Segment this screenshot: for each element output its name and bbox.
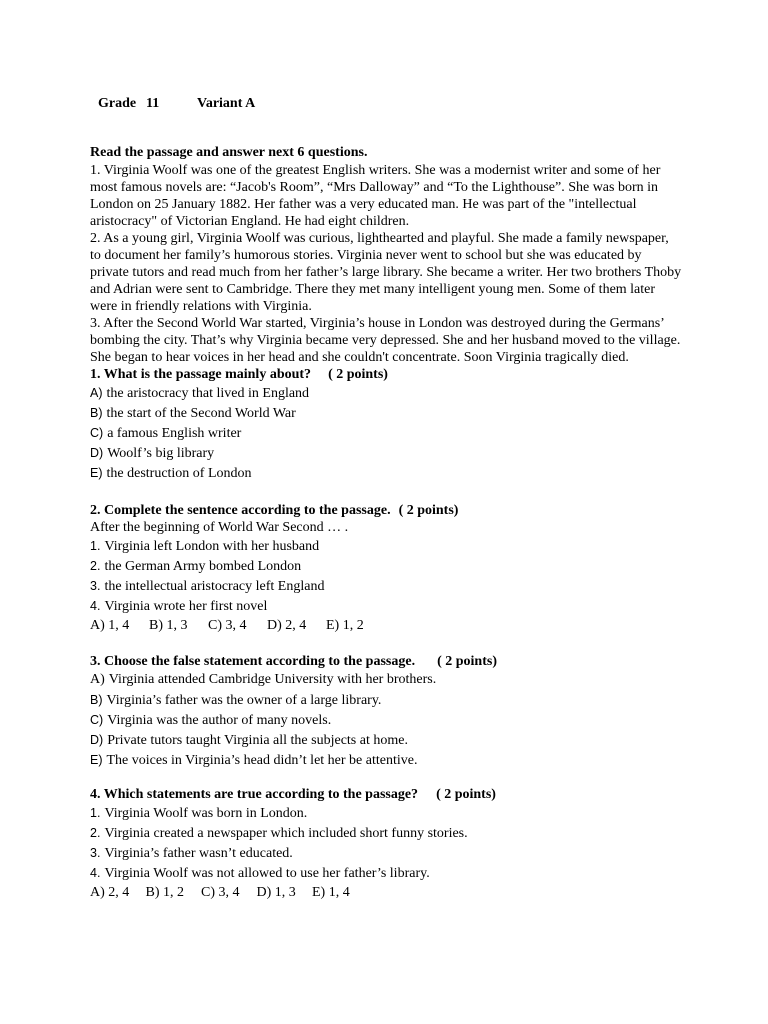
statement-item — [90, 576, 458, 596]
question-points: ( 2 points) — [436, 786, 496, 802]
answer-choice: B) 1, 3 — [149, 617, 188, 633]
question-2 — [90, 502, 458, 636]
option-marker: E) — [90, 752, 103, 767]
answer-choices — [90, 616, 458, 636]
option-text: Private tutors taught Virginia all the subjects at home. — [107, 732, 408, 748]
answer-option — [90, 403, 388, 423]
question-title-row — [90, 786, 496, 803]
question-title: 2. Complete the sentence according to the passage. — [90, 502, 391, 518]
question-points: ( 2 points) — [328, 366, 388, 382]
statement-marker: 1. — [90, 805, 101, 820]
option-text: Virginia’s father was the owner of a large library. — [106, 692, 382, 708]
statement-item — [90, 596, 458, 616]
statement-text: Virginia Woolf was not allowed to use her father’s library. — [104, 865, 430, 881]
answer-option — [90, 463, 388, 483]
answer-choice: A) 2, 4 — [90, 884, 130, 900]
answer-choice: D) 1, 3 — [256, 884, 296, 900]
passage-line: She began to hear voices in her head and she couldn't concentrate. Soon Virginia tragically died. — [90, 349, 629, 365]
passage-line: aristocracy" of Victorian England. He had eight children. — [90, 213, 410, 229]
statement-text: Virginia created a newspaper which included short funny stories. — [104, 825, 468, 841]
passage-line: most famous novels are: “Jacob's Room”, “Mrs Dalloway” and “To the Lighthouse”. She was born in — [90, 179, 659, 195]
option-marker: A) — [90, 385, 103, 400]
option-marker: B) — [90, 405, 103, 420]
passage-line: 2. As a young girl, Virginia Woolf was curious, lighthearted and playful. She made a family newspaper, — [90, 230, 669, 246]
passage-line: private tutors and read much from her father’s large library. She became a writer. Her two brothers Thoby — [90, 264, 682, 280]
option-marker: A) — [90, 671, 105, 687]
option-marker: B) — [90, 692, 103, 707]
passage-line: were in friendly relations with Virginia. — [90, 298, 312, 314]
answer-option — [90, 670, 497, 690]
option-marker: D) — [90, 445, 104, 460]
option-text: Woolf’s big library — [107, 445, 215, 461]
statement-marker: 1. — [90, 538, 101, 553]
answer-option — [90, 383, 388, 403]
answer-choices — [90, 883, 496, 903]
option-marker: C) — [90, 425, 104, 440]
answer-option — [90, 710, 497, 730]
question-points: ( 2 points) — [437, 653, 497, 669]
statement-marker: 4. — [90, 865, 101, 880]
passage-line: 1. Virginia Woolf was one of the greatest English writers. She was a modernist writer and some of her — [90, 162, 661, 178]
variant-label: Variant A — [197, 96, 256, 111]
option-marker: E) — [90, 465, 103, 480]
passage-paragraph-3 — [90, 315, 681, 366]
answer-choice: C) 3, 4 — [201, 884, 240, 900]
passage-line: to document her family’s humorous stories. Virginia never went to school but she was educated by — [90, 247, 642, 263]
answer-option — [90, 730, 497, 750]
reading-passage — [90, 162, 681, 366]
answer-choice: E) 1, 4 — [312, 884, 350, 900]
question-1 — [90, 366, 388, 483]
option-marker: D) — [90, 732, 104, 747]
statement-text: Virginia’s father wasn’t educated. — [104, 845, 293, 861]
answer-choice: E) 1, 2 — [326, 617, 364, 633]
passage-line: bombing the city. That’s why Virginia became very depressed. She and her husband moved to the village. — [90, 332, 681, 348]
statement-item — [90, 803, 496, 823]
question-title-row — [90, 366, 388, 383]
statement-text: Virginia Woolf was born in London. — [104, 805, 308, 821]
option-text: the destruction of London — [106, 465, 252, 481]
grade-value: 11 — [146, 96, 160, 111]
statement-item — [90, 556, 458, 576]
page-header — [0, 95, 768, 112]
passage-paragraph-2 — [90, 230, 681, 315]
statement-marker: 2. — [90, 825, 101, 840]
option-marker: C) — [90, 712, 104, 727]
statement-marker: 3. — [90, 578, 101, 593]
passage-line: 3. After the Second World War started, Virginia’s house in London was destroyed during the Germans’ — [90, 315, 665, 331]
answer-choice: A) 1, 4 — [90, 617, 130, 633]
statement-text: the German Army bombed London — [104, 558, 302, 574]
passage-paragraph-1 — [90, 162, 681, 230]
question-stem: After the beginning of World War Second … . — [90, 519, 349, 535]
passage-line: and Adrian were sent to Cambridge. There they met many intelligent young men. Some of them later — [90, 281, 656, 297]
question-points: ( 2 points) — [398, 502, 459, 518]
option-text: a famous English writer — [107, 425, 242, 441]
question-title: 3. Choose the false statement according to the passage. — [90, 653, 416, 669]
option-text: Virginia attended Cambridge University with her brothers. — [108, 671, 437, 687]
option-text: Virginia was the author of many novels. — [107, 712, 332, 728]
statement-marker: 2. — [90, 558, 101, 573]
answer-option — [90, 423, 388, 443]
question-3 — [90, 653, 497, 770]
statement-text: the intellectual aristocracy left England — [104, 578, 325, 594]
statement-item — [90, 823, 496, 843]
answer-choice: D) 2, 4 — [267, 617, 307, 633]
statement-text: Virginia left London with her husband — [104, 538, 320, 554]
option-text: The voices in Virginia’s head didn’t let her be attentive. — [106, 752, 418, 768]
passage-line: London on 25 January 1882. Her father was a very educated man. He was part of the "intellectual — [90, 196, 637, 212]
answer-option — [90, 690, 497, 710]
question-title-row — [90, 502, 458, 519]
instructions-heading: Read the passage and answer next 6 questions. — [90, 145, 368, 160]
grade-label: Grade — [98, 96, 137, 111]
statement-item — [90, 843, 496, 863]
option-text: the aristocracy that lived in England — [106, 385, 310, 401]
statement-item — [90, 863, 496, 883]
statement-marker: 4. — [90, 598, 101, 613]
answer-option — [90, 750, 497, 770]
statement-item — [90, 536, 458, 556]
question-title: 4. Which statements are true according to the passage? — [90, 786, 419, 802]
question-title: 1. What is the passage mainly about? — [90, 366, 312, 382]
statement-marker: 3. — [90, 845, 101, 860]
question-title-row — [90, 653, 497, 670]
answer-choice: B) 1, 2 — [145, 884, 184, 900]
answer-choice: C) 3, 4 — [208, 617, 247, 633]
question-4 — [90, 786, 496, 903]
statement-text: Virginia wrote her first novel — [104, 598, 268, 614]
answer-option — [90, 443, 388, 463]
option-text: the start of the Second World War — [106, 405, 296, 421]
